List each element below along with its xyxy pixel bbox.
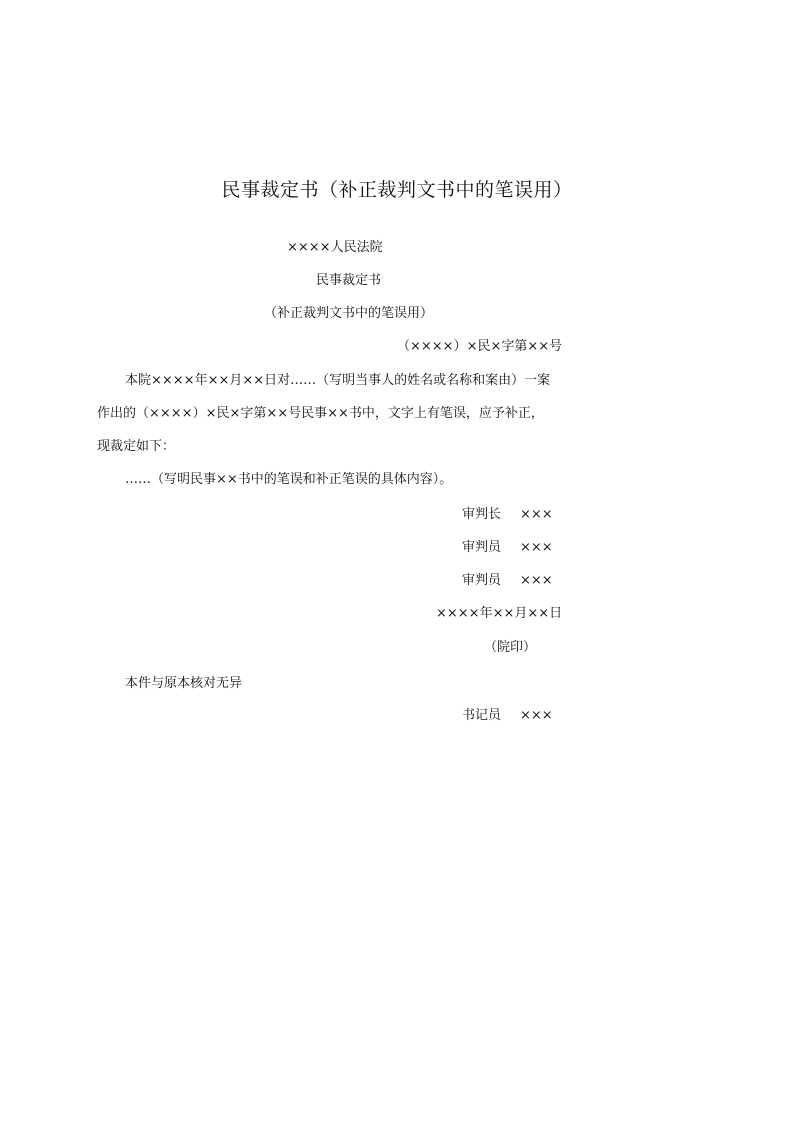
document-subtitle: （补正裁判文书中的笔误用） bbox=[264, 306, 434, 321]
ruling-date: ××××年××月××日 bbox=[436, 606, 563, 621]
body-line-2: 作出的（××××）×民×字第××号民事××书中，文字上有笔误，应予补正， bbox=[97, 406, 544, 421]
presiding-judge-name: ××× bbox=[520, 507, 553, 522]
document-title: 民事裁定书（补正裁判文书中的笔误用） bbox=[221, 179, 573, 201]
judge-1-role: 审判员 bbox=[462, 540, 502, 555]
judge-1-name: ××× bbox=[520, 540, 553, 555]
case-number: （××××）×民×字第××号 bbox=[397, 339, 563, 354]
clerk-name: ××× bbox=[520, 708, 553, 723]
judge-2-role: 审判员 bbox=[462, 573, 502, 588]
judge-2-name: ××× bbox=[520, 573, 553, 588]
verification-note: 本件与原本核对无异 bbox=[125, 676, 243, 691]
body-line-1: 本院××××年××月××日对……（写明当事人的姓名或名称和案由）一案 bbox=[125, 373, 551, 388]
body-line-4: ……（写明民事××书中的笔误和补正笔误的具体内容）。 bbox=[125, 472, 453, 487]
clerk-role: 书记员 bbox=[462, 708, 502, 723]
body-line-3: 现裁定如下： bbox=[97, 439, 176, 454]
presiding-judge-role: 审判长 bbox=[462, 507, 502, 522]
court-name: ××××人民法院 bbox=[287, 240, 383, 255]
court-seal: （院印） bbox=[484, 640, 537, 655]
document-type: 民事裁定书 bbox=[316, 273, 382, 288]
